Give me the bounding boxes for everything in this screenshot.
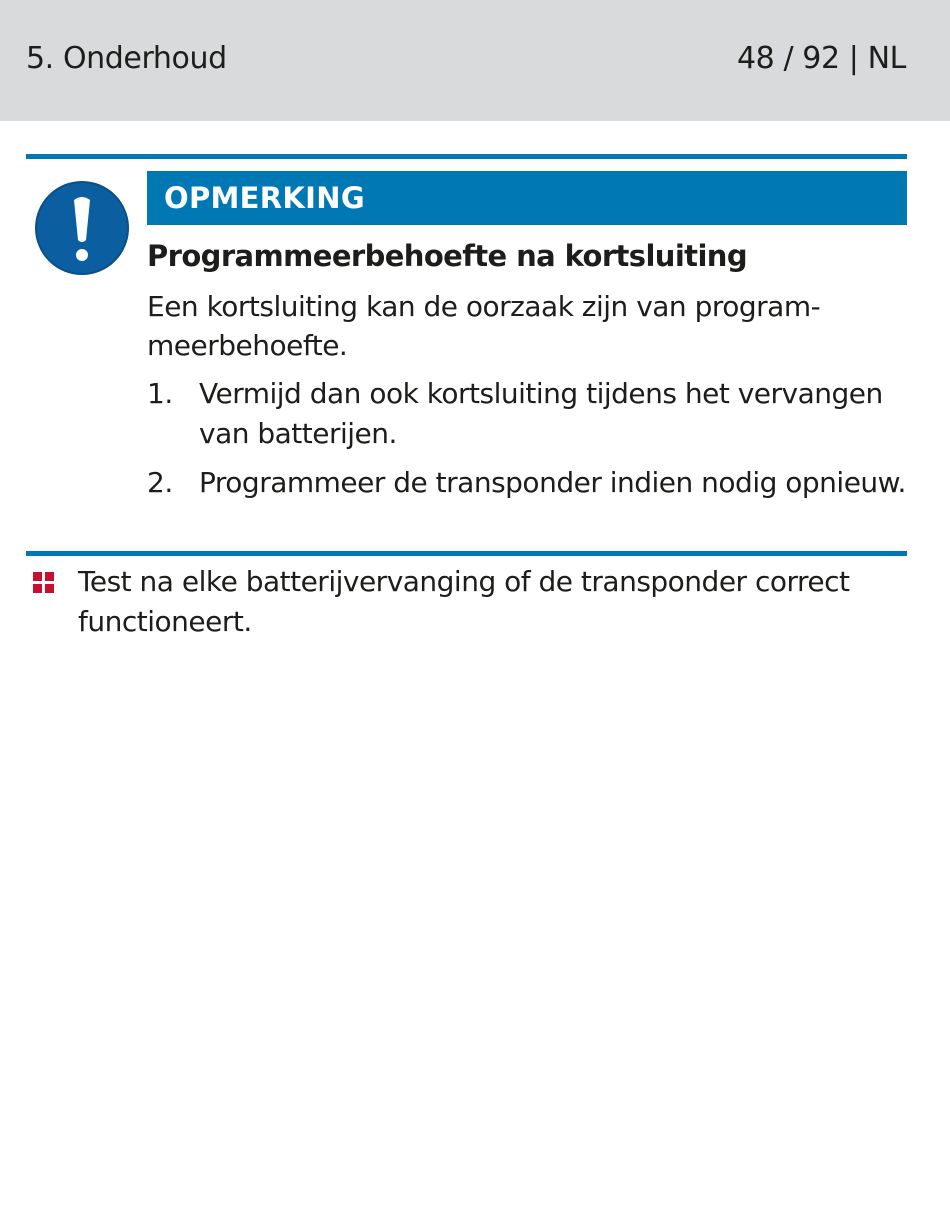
- step-text: Vermijd dan ook kortsluiting tijdens het vervangen van batterijen.: [199, 377, 883, 450]
- action-bullet-icon: [33, 572, 55, 594]
- list-item: [147, 463, 907, 503]
- notice-box: [26, 154, 907, 556]
- notice-banner: [147, 171, 907, 225]
- notice-body: Een kortsluiting kan de oorzaak zijn van programmeerbehoefte.: [147, 290, 821, 362]
- notice-steps: [147, 374, 907, 512]
- action-text: Test na elke batterijvervanging of de transponder correct functioneert.: [78, 565, 850, 638]
- exclamation-circle-icon: [34, 180, 130, 276]
- step-number: 2.: [147, 466, 173, 499]
- list-item: [147, 374, 907, 454]
- page-number: 48 / 92 | NL: [736, 41, 906, 76]
- step-text: Programmeer de transponder indien nodig opnieuw.: [199, 466, 906, 499]
- step-number: 1.: [147, 377, 173, 410]
- page-header: [0, 0, 950, 121]
- section-title: 5. Onderhoud: [26, 41, 227, 76]
- notice-heading: Programmeerbehoefte na kortsluiting: [147, 239, 747, 273]
- notice-label: OPMERKING: [164, 181, 365, 215]
